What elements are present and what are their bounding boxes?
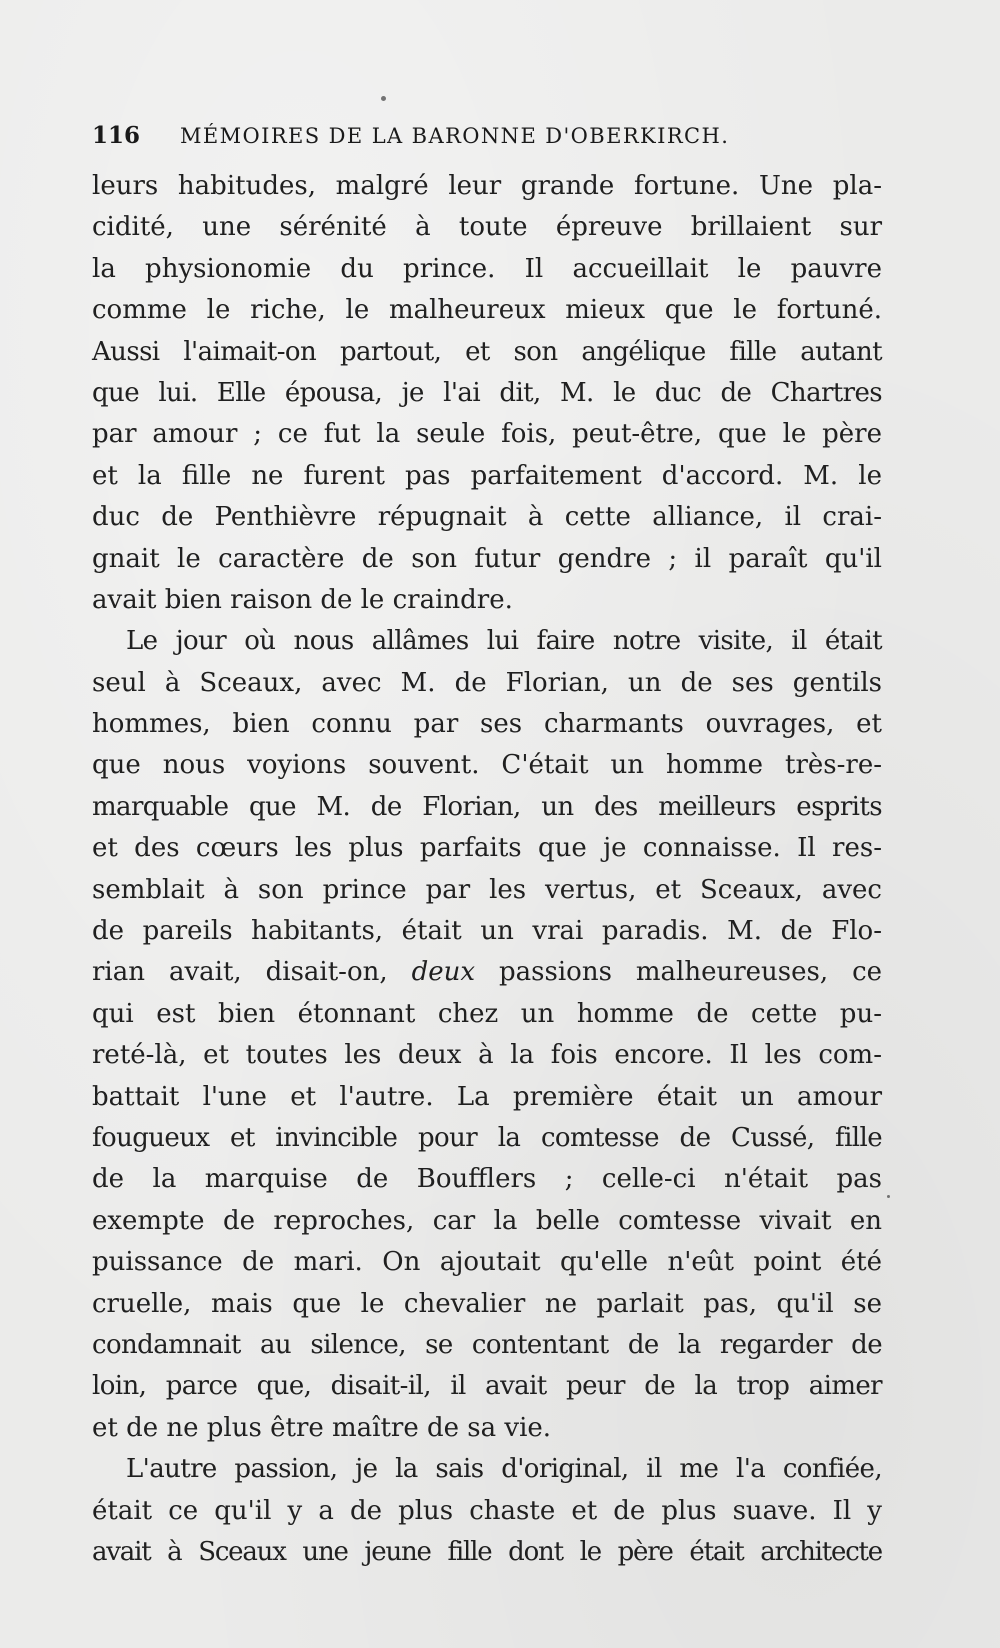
text-line: marquable que M. de Florian, un des meilleurs esprits [92,791,882,822]
text-line: reté-là, et toutes les deux à la fois encore. Il les com- [92,1040,882,1071]
text-line: battait l'une et l'autre. La première était un amour [92,1081,882,1112]
text-line: loin, parce que, disait-il, il avait peur de la trop aimer [92,1371,882,1402]
text-line [92,952,882,993]
text-line: par amour ; ce fut la seule fois, peut-être, que le père [92,419,882,450]
text-line: avait à Sceaux une jeune fille dont le père était architecte [92,1536,882,1567]
text-line: semblait à son prince par les vertus, et Sceaux, avec [92,874,882,905]
text-line: seul à Sceaux, avec M. de Florian, un de ses gentils [92,667,882,698]
text-line: et des cœurs les plus parfaits que je connaisse. Il res- [92,833,882,864]
text-line: et de ne plus être maître de sa vie. [92,1412,552,1443]
text-line: Le jour où nous allâmes lui faire notre visite, il était [126,626,882,657]
text-line: cidité, une sérénité à toute épreuve brillaient sur [92,212,882,243]
page-header [92,122,892,154]
text-segment: rian avait, disait-on, [92,957,388,988]
text-line: de la marquise de Boufflers ; celle-ci n'était pas [92,1164,882,1195]
text-line: qui est bien étonnant chez un homme de cette pu- [92,998,882,1029]
text-line: que nous voyions souvent. C'était un homme très-re- [92,750,882,781]
text-line: de pareils habitants, était un vrai paradis. M. de Flo- [92,916,882,947]
text-line: cruelle, mais que le chevalier ne parlait pas, qu'il se [92,1288,882,1319]
page-number: 116 [92,122,141,149]
text-line: puissance de mari. On ajoutait qu'elle n'eût point été [92,1247,882,1278]
text-segment: passions malheureuses, ce [499,957,883,988]
italic-word: deux [411,957,476,988]
text-line: L'autre passion, je la sais d'original, il me l'a confiée, [126,1454,882,1485]
body-text [92,166,882,1573]
text-line: duc de Penthièvre répugnait à cette alliance, il crai- [92,502,882,533]
text-line: avait bien raison de le craindre. [92,584,513,615]
text-line: que lui. Elle épousa, je l'ai dit, M. le duc de Chartres [92,377,882,408]
text-line: condamnait au silence, se contentant de la regarder de [92,1329,882,1360]
text-line: exempte de reproches, car la belle comtesse vivait en [92,1205,882,1236]
text-line: et la fille ne furent pas parfaitement d'accord. M. le [92,460,882,491]
text-line: hommes, bien connu par ses charmants ouvrages, et [92,709,882,740]
text-line: était ce qu'il y a de plus chaste et de plus suave. Il y [92,1495,882,1526]
text-line: gnait le caractère de son futur gendre ; il paraît qu'il [92,543,882,574]
text-line: leurs habitudes, malgré leur grande fortune. Une pla- [92,171,882,201]
text-line: comme le riche, le malheureux mieux que le fortuné. [92,295,882,326]
text-line: Aussi l'aimait-on partout, et son angélique fille autant [92,336,882,367]
ink-speck [381,96,386,101]
text-line: fougueux et invincible pour la comtesse de Cussé, fille [92,1122,882,1153]
ink-speck [887,1195,890,1198]
text-line: la physionomie du prince. Il accueillait le pauvre [92,253,882,284]
running-title: MÉMOIRES DE LA BARONNE D'OBERKIRCH. [180,124,730,148]
